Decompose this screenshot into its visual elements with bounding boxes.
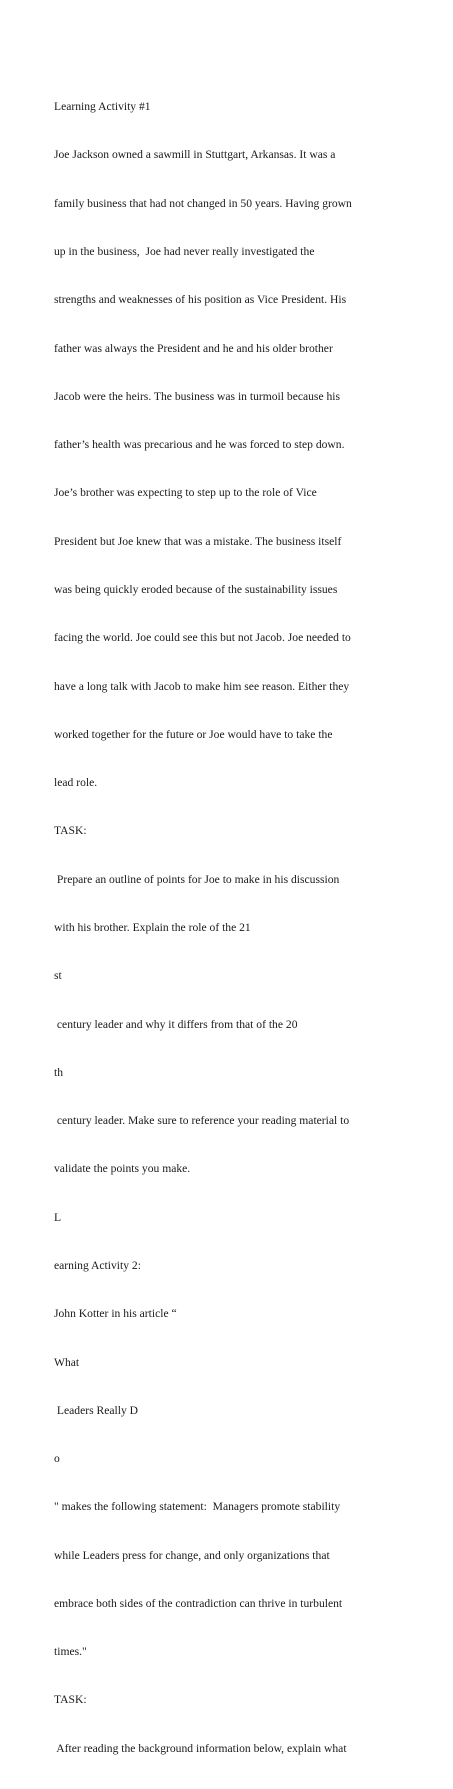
text-line: TASK: [54, 1693, 87, 1707]
text-line: " makes the following statement: Managers promote stability [54, 1500, 341, 1514]
text-line: century leader. Make sure to reference your reading material to [54, 1114, 350, 1128]
text-line: up in the business, Joe had never really investigated the [54, 245, 315, 259]
text-line: lead role. [54, 776, 98, 790]
text-line: with his brother. Explain the role of the 21 [54, 920, 251, 934]
text-line: have a long talk with Jacob to make him see reason. Either they [54, 679, 350, 693]
text-line: father was always the President and he and his older brother [54, 341, 333, 355]
text-line: was being quickly eroded because of the sustainability issues [54, 583, 338, 596]
text-line: times." [54, 1645, 87, 1659]
text-line: embrace both sides of the contradiction can thrive in turbulent [54, 1596, 343, 1610]
text-line: father’s health was precarious and he was forced to step down. [54, 438, 345, 452]
text-line: family business that had not changed in 50 years. Having grown [54, 196, 352, 210]
text-line: facing the world. Joe could see this but not Jacob. Joe needed to [54, 631, 351, 645]
text-line: earning Activity 2: [54, 1258, 141, 1272]
text-line: century leader and why it differs from that of the 20 [54, 1017, 298, 1031]
text-line: After reading the background information below, explain what [54, 1741, 347, 1755]
text-line: while Leaders press for change, and only organizations that [54, 1548, 330, 1562]
text-line: validate the points you make. [54, 1162, 191, 1176]
text-line: President but Joe knew that was a mistake. The business itself [54, 534, 342, 548]
text-line: worked together for the future or Joe would have to take the [54, 727, 333, 741]
text-line: Joe’s brother was expecting to step up to the role of Vice [54, 486, 317, 500]
text-line: st [54, 969, 62, 983]
text-line: strengths and weaknesses of his position as Vice President. His [54, 293, 347, 307]
text-line: What [54, 1355, 80, 1369]
text-line: Jacob were the heirs. The business was in turmoil because his [54, 389, 341, 403]
text-line: Prepare an outline of points for Joe to make in his discussion [54, 872, 340, 886]
text-line: John Kotter in his article “ [54, 1307, 177, 1321]
text-line: Joe Jackson owned a sawmill in Stuttgart, Arkansas. It was a [54, 148, 336, 162]
text-line: Leaders Really D [54, 1403, 139, 1417]
text-line: L [54, 1210, 62, 1224]
text-line: Learning Activity #1 [54, 100, 151, 114]
text-line: TASK: [54, 824, 87, 838]
document-body [54, 67, 414, 1789]
text-line: o [54, 1452, 60, 1466]
text-line: th [54, 1065, 64, 1079]
